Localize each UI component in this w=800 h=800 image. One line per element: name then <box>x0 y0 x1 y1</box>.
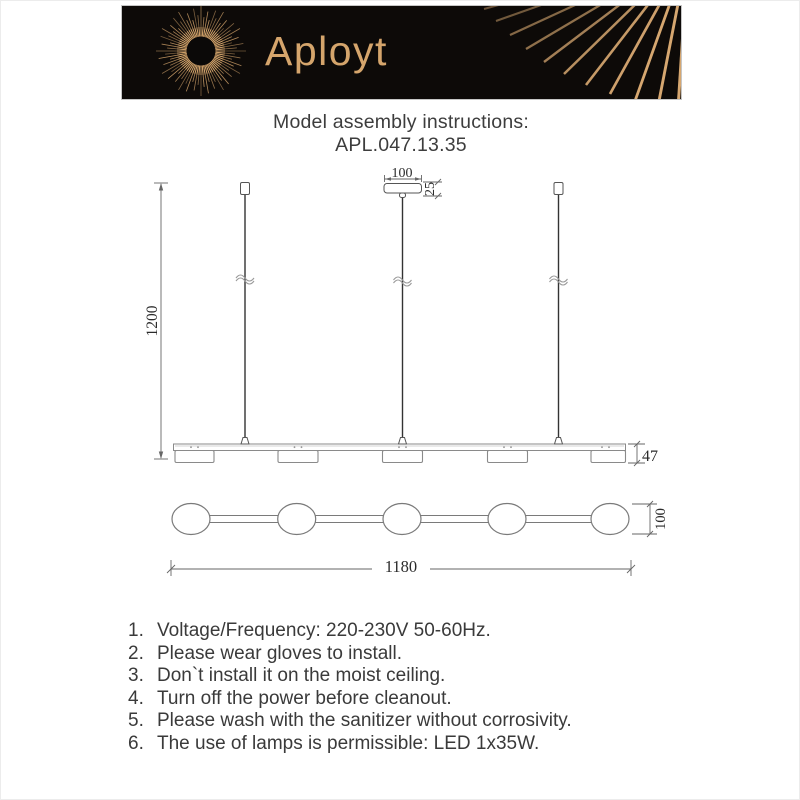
sunburst-logo-icon <box>151 5 251 100</box>
list-item <box>128 665 688 688</box>
brand-header <box>121 5 682 100</box>
brand-wordmark: Aployt <box>265 28 388 74</box>
item-number: 2. <box>128 642 144 664</box>
model-number: APL.047.13.35 <box>335 134 467 156</box>
item-text: Please wear gloves to install. <box>157 642 403 664</box>
item-number: 4. <box>128 687 144 709</box>
item-number: 3. <box>128 665 144 686</box>
logo-center-circle <box>188 38 215 65</box>
list-item <box>128 620 688 643</box>
list-item <box>128 733 688 756</box>
item-text: The use of lamps is permissible: LED 1x35W. <box>157 732 540 754</box>
list-item <box>128 710 688 733</box>
title-block <box>1 111 800 157</box>
item-number: 6. <box>128 732 144 754</box>
item-text: Voltage/Frequency: 220-230V 50-60Hz. <box>157 620 491 641</box>
lamp-heads-front <box>172 504 629 535</box>
lamp-heads-side <box>175 451 626 463</box>
side-view <box>174 183 626 463</box>
ceiling-canopy <box>384 184 422 198</box>
item-text: Please wash with the sanitizer without corrosivity. <box>157 710 572 731</box>
instructions-list <box>128 620 688 755</box>
page-title: Model assembly instructions: <box>273 111 529 133</box>
dim-bar-height: 47 <box>642 448 658 465</box>
suspension-wires <box>245 194 559 438</box>
fixture-bar <box>174 438 626 451</box>
dim-shade-diameter: 100 <box>653 508 669 530</box>
front-view <box>172 504 629 535</box>
dim-suspension-length: 1200 <box>144 305 161 337</box>
item-number: 5. <box>128 710 144 731</box>
item-text: Turn off the power before cleanout. <box>157 687 452 709</box>
item-number: 1. <box>128 620 144 641</box>
list-item <box>128 688 688 711</box>
list-item <box>128 643 688 666</box>
corner-rays-decoration <box>392 5 682 100</box>
dim-canopy-width: 100 <box>391 166 413 181</box>
item-text: Don`t install it on the moist ceiling. <box>157 665 446 686</box>
dim-canopy-height: 25 <box>423 182 438 196</box>
dim-fixture-length: 1180 <box>384 557 418 576</box>
wire-break-marks <box>236 275 568 286</box>
assembly-diagram <box>121 159 681 609</box>
